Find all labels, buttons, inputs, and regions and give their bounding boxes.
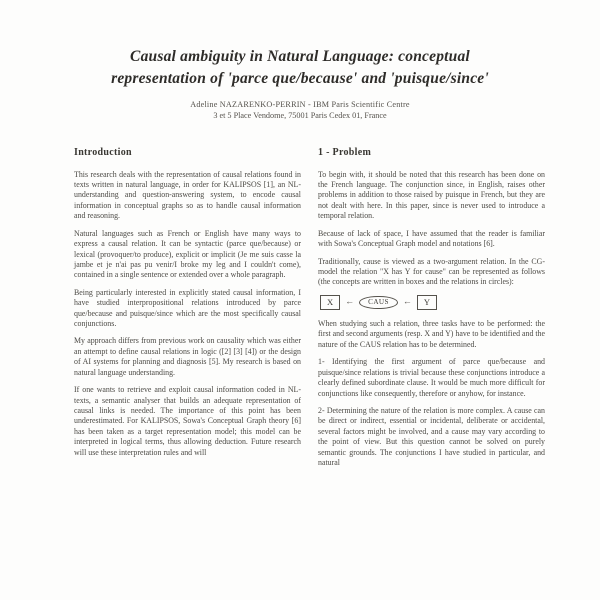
paragraph-intro-5: If one wants to retrieve and exploit causal information coded in NL-texts, a semantic analyser that builds an adequate representation of causal links is needed. The importance of this point has been underestimated. For KALIPSOS, Sowa's Conceptual Graph theory [6] has been taken as a target representation model; this model can be interpreted in logical terms, thus allowing deduction. Future research will use these interpretation rules and will — [74, 385, 301, 457]
title-line-1: Causal ambiguity in Natural Language: conceptual — [130, 48, 470, 65]
arrow-left-icon: ← — [402, 296, 412, 307]
paragraph-problem-3: Traditionally, cause is viewed as a two-argument relation. In the CG-model the relation "X has Y for cause" can be represented as follows (the concepts are written in boxes and the relations in circles): — [318, 256, 545, 287]
paragraph-intro-2: Natural languages such as French or English have many ways to express a causal relation. It can be syntactic (parce que/because) or lexical (provoquer/to produce), explicit or implicit (Je me suis casse la jambe et je n'ai pas pu venir/I broke my leg and I couldn't come), contained in a single sentence or extended over a whole paragraph. — [74, 228, 301, 280]
left-column — [74, 146, 301, 475]
paragraph-intro-4: My approach differs from previous work on causality which was either an attempt to define causal relations in logic ([2] [3] [4]) or the design of AI systems for planning and diagnosis [5]. My research is based on natural language understanding. — [74, 336, 301, 377]
right-column — [318, 146, 545, 475]
paragraph-problem-4: When studying such a relation, three tasks have to be performed: the first and second arguments (resp. X and Y) have to be identified and the nature of the CAUS relation has to be determined. — [318, 319, 546, 349]
relation-circle-caus: CAUS — [359, 296, 398, 310]
conceptual-graph-formula — [320, 295, 545, 310]
title-line-2: representation of 'parce que/because' and 'puisque/since' — [111, 69, 489, 87]
section-heading-introduction: Introduction — [74, 147, 132, 159]
paragraph-problem-1: To begin with, it should be noted that this research has been done on the French language. The conjunction since, in English, raises other problems in addition to those raised by puisque in French, but they are not dealt with here. In this paper, since is never used to introduce a temporal relation. — [318, 169, 545, 221]
paragraph-intro-3: Being particularly interested in explicitly stated causal information, I have studied interpropositional relations introduced by parce que/because and puisque/since which are the most specifically causal conjunctions. — [74, 287, 301, 329]
paper-title — [60, 46, 540, 89]
paragraph-problem-2: Because of lack of space, I have assumed that the reader is familiar with Sowa's Conceptual Graph model and notations [6]. — [318, 228, 545, 249]
paragraph-problem-6: 2- Determining the nature of the relation is more complex. A cause can be direct or indirect, essential or incidental, deliberate or accidental, several factors might be involved, and a cause may vary according to the point of view. But this question cannot be solved on purely semantic grounds. The conjunctions I have studied in particular, and natural — [318, 405, 545, 468]
paragraph-intro-1: This research deals with the representation of causal relations found in texts written in natural language, in order for KALIPSOS [1], an NL-understanding and question-answering system, to encode causal information in conceptual graphs so as to handle causal information and reasoning. — [74, 169, 301, 221]
paragraph-problem-5: 1- Identifying the first argument of parce que/because and puisque/since relations is trivial because these conjunctions introduce a clearly defined subordinate clause. It would be much more difficult for conjunctions like consequently, therefore or anyhow, for instance. — [318, 357, 545, 398]
arrow-left-icon: ← — [345, 296, 355, 307]
section-heading-problem: 1 - Problem — [318, 147, 372, 159]
paper-header — [0, 46, 600, 120]
concept-box-y: Y — [417, 295, 437, 310]
two-column-body — [74, 146, 545, 475]
address-line: 3 et 5 Place Vendome, 75001 Paris Cedex 01, France — [213, 111, 387, 121]
concept-box-x: X — [320, 295, 340, 310]
author-line: Adeline NAZARENKO-PERRIN - IBM Paris Scientific Centre — [190, 100, 410, 110]
